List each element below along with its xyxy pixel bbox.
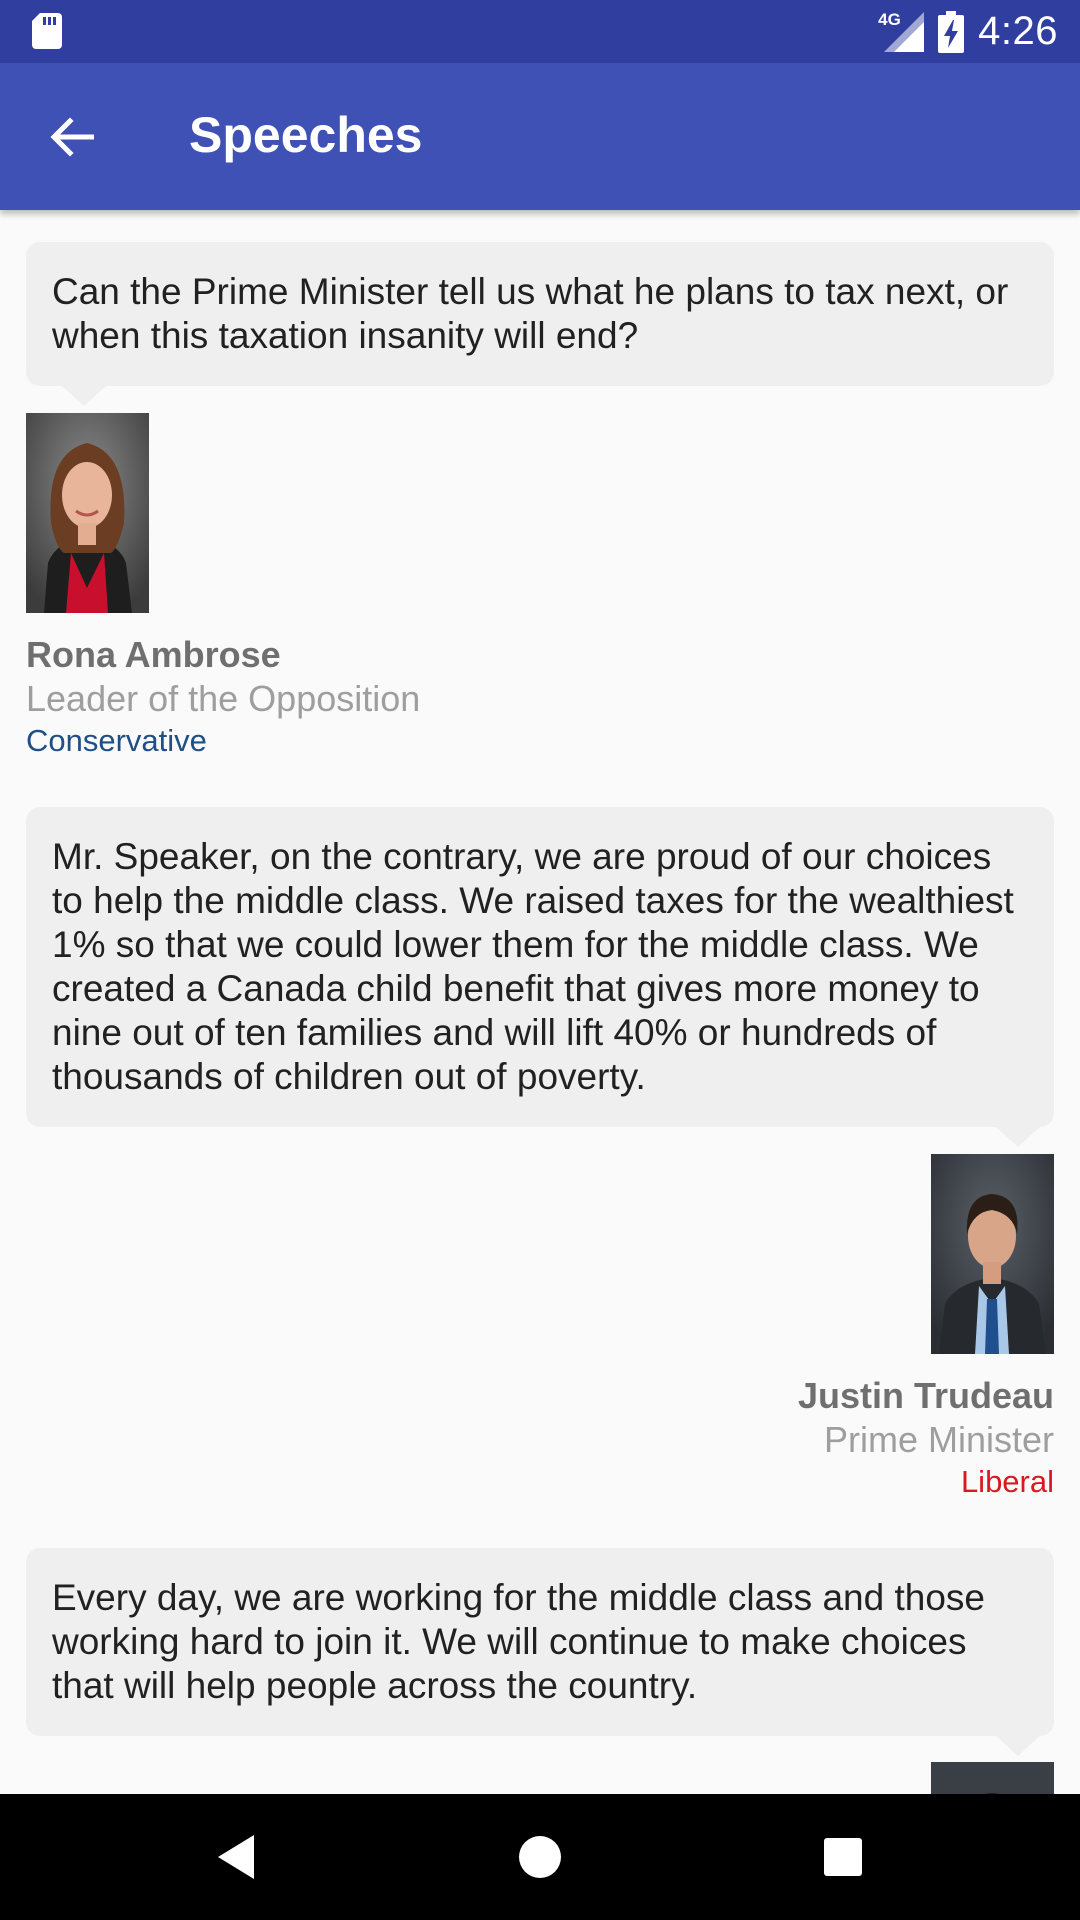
status-bar [0,0,1080,63]
app-bar [0,63,1080,210]
signal-icon [878,9,924,52]
nav-back-icon [214,1832,258,1882]
back-button[interactable] [42,109,102,165]
arrow-back-icon [50,117,94,157]
speech-text: Every day, we are working for the middle class and those working hard to join it. We will continue to make choices that will help people across the country. [52,1577,985,1706]
speaker-role: Prime Minister [823,1419,1054,1460]
speech-text: Mr. Speaker, on the contrary, we are proud of our choices to help the middle class. We raised taxes for the wealthiest 1% so that we could lower them for the middle class. We created a Canada child benefit that gives more money to nine out of ten families and will lift 40% or hundreds of thousands of children out of poverty. [52,836,1014,1097]
page-title: Speeches [189,107,423,163]
speaker-name: Justin Trudeau [797,1375,1054,1416]
nav-home-icon [517,1834,563,1880]
navigation-bar [0,1794,1080,1920]
nav-recents-icon [822,1836,864,1878]
nav-home-button[interactable] [507,1824,573,1890]
speaker-photo [931,1762,1054,1794]
speech-list[interactable] [0,210,1080,1794]
speaker-party: Conservative [26,723,207,758]
speaker-photo [931,1154,1054,1354]
speaker-card[interactable] [26,413,420,761]
nav-recents-button[interactable] [810,1824,876,1890]
speaker-name: Rona Ambrose [26,634,281,675]
speech-bubble [26,1548,1054,1736]
speaker-party: Liberal [960,1464,1054,1499]
speaker-role: Leader of the Opposition [26,678,421,719]
speaker-card[interactable] [931,1762,1054,1794]
clock: 4:26 [978,9,1058,53]
speech-bubble [26,807,1054,1127]
battery-charging-icon [938,11,964,53]
speech-text: Can the Prime Minister tell us what he plans to tax next, or when this taxation insanity will end? [52,271,1009,356]
speaker-card[interactable] [798,1154,1054,1502]
speech-bubble [26,242,1054,386]
sd-card-icon [32,13,62,49]
speaker-photo [26,413,149,613]
network-type-label: 4G [878,9,901,29]
nav-back-button[interactable] [203,1824,269,1890]
